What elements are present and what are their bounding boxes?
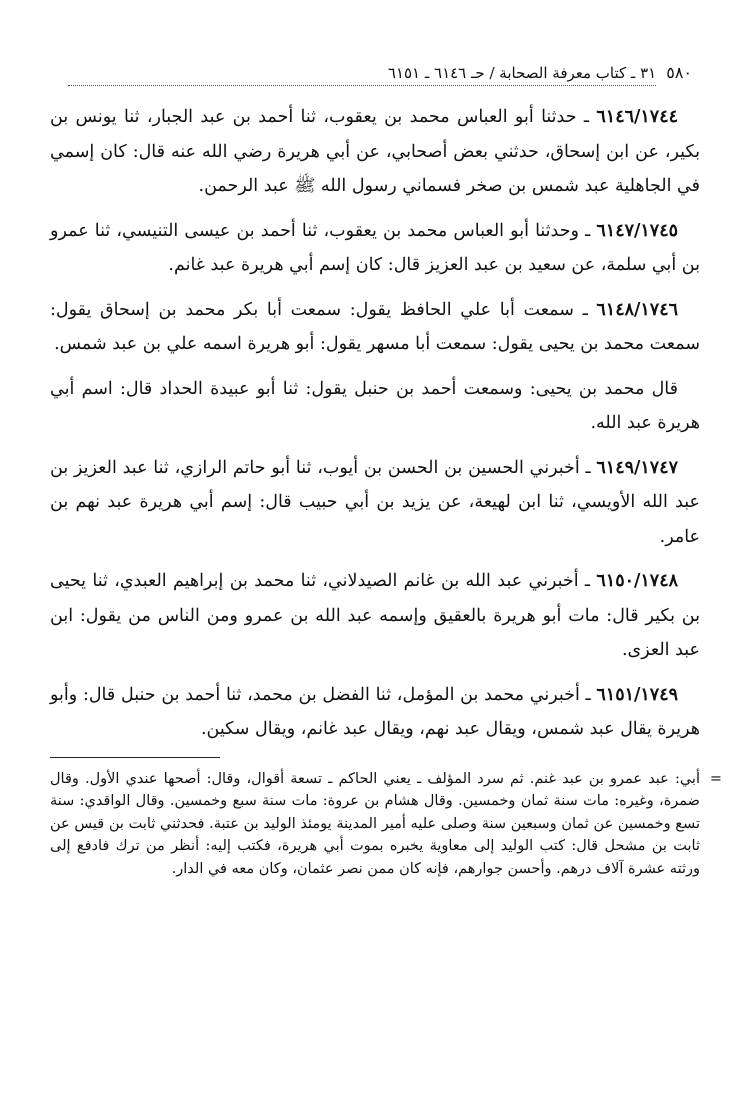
- hadith-text: ـ أخبرني عبد الله بن غانم الصيدلاني، ثنا محمد بن إبراهيم العبدي، ثنا يحيى بن بكير قال: مات أبو هريرة بالعقيق وإسمه عبد الله بن عمرو ومن الناس من يقول: ابن عبد العزى.: [50, 571, 700, 660]
- hadith-paragraph: [50, 214, 700, 283]
- hadith-number: ٦١٤٧/١٧٤٥: [596, 220, 678, 241]
- hadith-text: ـ وحدثنا أبو العباس محمد بن يعقوب، ثنا أحمد بن عيسى التنيسي، ثنا عمرو بن أبي سلمة، عن سعيد بن عبد العزيز قال: كان إسم أبي هريرة عبد غانم.: [50, 220, 700, 275]
- footnote-continuation-marker: =: [709, 770, 722, 787]
- hadith-number: ٦١٤٩/١٧٤٧: [596, 457, 678, 478]
- hadith-paragraph: [50, 678, 700, 747]
- footnote: [50, 768, 722, 881]
- running-title-text: ٣١ ـ كتاب معرفة الصحابة /: [489, 64, 657, 82]
- running-head: [50, 62, 700, 86]
- hadith-text: قال محمد بن يحيى: وسمعت أحمد بن حنبل يقول: ثنا أبو عبيدة الحداد قال: اسم أبي هريرة عبد الله.: [50, 378, 700, 433]
- hadith-text: ـ سمعت أبا علي الحافظ يقول: سمعت أبا بكر محمد بن إسحاق يقول: سمعت محمد بن يحيى يقول: سمعت أبا مسهر يقول: أبو هريرة اسمه علي بن عبد شمس.: [50, 299, 700, 354]
- page: [50, 62, 722, 880]
- hadith-number: ٦١٤٦/١٧٤٤: [596, 107, 678, 127]
- hadith-paragraph: [50, 100, 700, 204]
- hadith-text: ـ أخبرني محمد بن المؤمل، ثنا الفضل بن محمد، ثنا أحمد بن حنبل قال: وأبو هريرة يقال عبد شمس، ويقال عبد نهم، ويقال عبد غانم، ويقال سكين.: [50, 684, 700, 739]
- footnote-divider: [50, 757, 220, 758]
- hadith-paragraph: [50, 372, 700, 441]
- running-ref: حـ ٦١٤٦ ـ ٦١٥١: [387, 64, 485, 82]
- hadith-paragraph: [50, 564, 700, 668]
- hadith-number: ٦١٥٠/١٧٤٨: [596, 571, 678, 591]
- hadith-text: ـ حدثنا أبو العباس محمد بن يعقوب، ثنا أحمد بن عبد الجبار، ثنا يونس بن بكير، عن ابن إسحاق، حدثني بعض أصحابي، عن أبي هريرة رضي الله عنه قال: كان إسمي في الجاهلية عبد شمس بن صخر فسماني رسول الله ﷺ عبد الرحمن.: [50, 107, 700, 196]
- hadith-number: ٦١٤٨/١٧٤٦: [596, 299, 678, 320]
- footnote-text: أبي: عبد عمرو بن عبد غنم. ثم سرد المؤلف ـ يعني الحاكم ـ تسعة أقوال، وقال: أصحها عندي الأول. وقال ضمرة، وغيره: مات سنة ثمان وخمسين. وقال هشام بن عروة: مات سنة سبع وخمسين. وقال الواقدي: سنة تسع وخمسين عن ثمان وسبعين سنة وصلى عليه أمير المدينة يومئذ الوليد بن عتبة. فحدثني ثابت بن قيس عن ثابت بن مشحل قال: كتب الوليد إلى معاوية يخبره بموت أبي هريرة، فكتب إليه: أنظر من ترك فادفع إلى ورثته عشرة آلاف درهم. وأحسن جوارهم، فإنه كان ممن نصر عثمان، وكان معه في الدار.: [50, 770, 700, 877]
- hadith-number: ٦١٥١/١٧٤٩: [596, 684, 678, 705]
- body-text: [50, 100, 700, 747]
- page-number: ٥٨٠: [666, 63, 692, 82]
- hadith-paragraph: [50, 293, 700, 362]
- hadith-text: ـ أخبرني الحسين بن الحسن بن أيوب، ثنا أبو حاتم الرازي، ثنا عبد العزيز بن عبد الله الأويسي، ثنا ابن لهيعة، عن يزيد بن أبي حبيب قال: إسم أبي هريرة عبد نهم بن عامر.: [50, 457, 700, 547]
- hadith-paragraph: [50, 451, 700, 555]
- running-title: [68, 62, 656, 86]
